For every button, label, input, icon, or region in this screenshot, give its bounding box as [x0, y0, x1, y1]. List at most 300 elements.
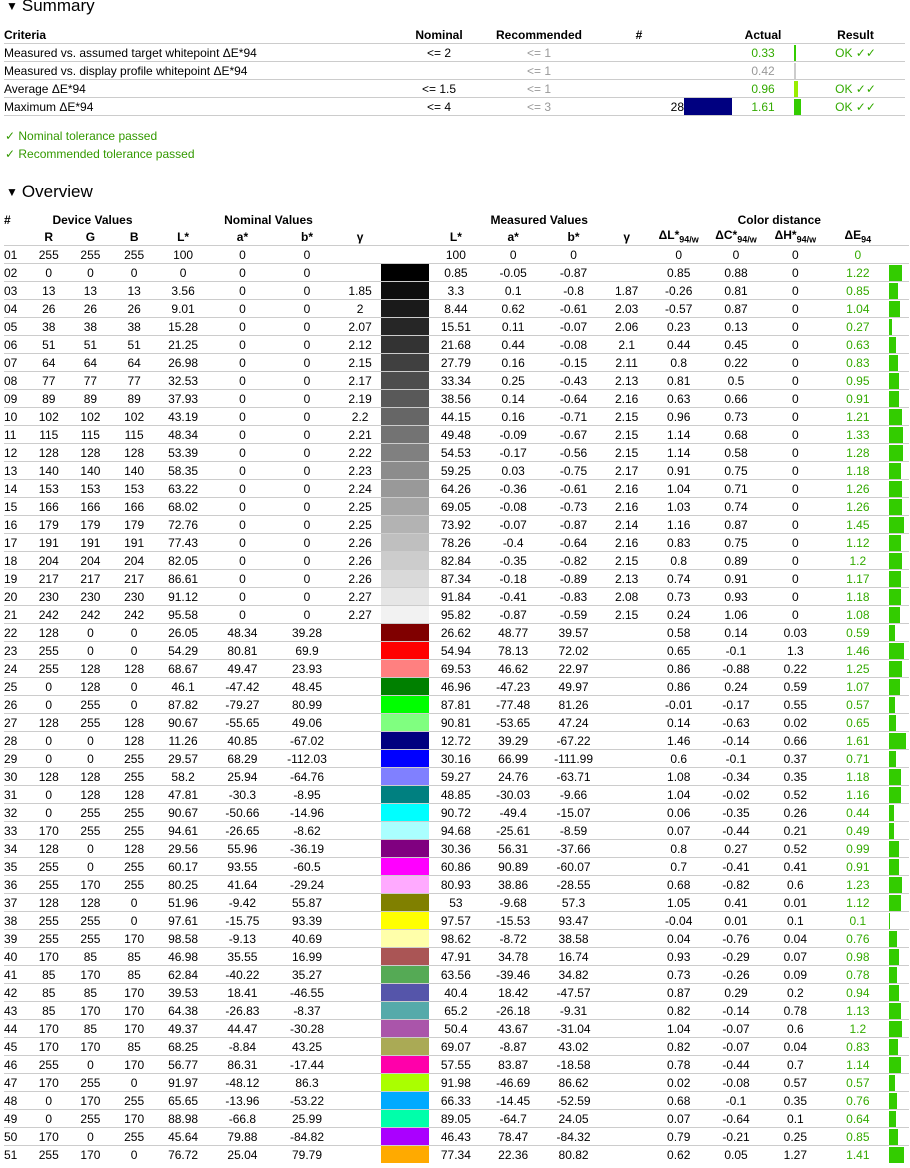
- overview-row: [4, 336, 909, 354]
- delta-e-cell: 0.83: [827, 1038, 889, 1056]
- device-b-cell: 191: [112, 534, 156, 552]
- col-delta-l-text: ΔL*: [658, 228, 680, 243]
- measured-l-cell: 33.34: [429, 372, 483, 390]
- color-swatch: [381, 1056, 429, 1074]
- nominal-l-cell: 82.05: [156, 552, 210, 570]
- delta-e-cell: 0.59: [827, 624, 889, 642]
- device-g-cell: 128: [69, 786, 113, 804]
- number-cell: [594, 80, 684, 98]
- delta-e-cell: 1.26: [827, 498, 889, 516]
- collapse-triangle-icon[interactable]: ▼: [6, 0, 18, 13]
- device-b-cell: 255: [112, 1128, 156, 1146]
- header-num: #: [4, 212, 11, 227]
- nominal-cell: [394, 62, 484, 80]
- delta-e-bar-cell: [889, 588, 909, 606]
- delta-c-cell: -0.14: [708, 732, 764, 750]
- actual-cell: 0.42: [732, 62, 794, 80]
- overview-row: [4, 1038, 909, 1056]
- delta-c-cell: 0.75: [708, 534, 764, 552]
- delta-e-cell: 0.44: [827, 804, 889, 822]
- measured-b-cell: -0.61: [543, 300, 603, 318]
- delta-l-cell: 0.62: [650, 1146, 708, 1164]
- delta-c-cell: -0.14: [708, 1002, 764, 1020]
- row-num-cell: 02: [4, 264, 29, 282]
- device-g-cell: 85: [69, 948, 113, 966]
- nominal-a-cell: -13.96: [210, 1092, 275, 1110]
- device-g-cell: 64: [69, 354, 113, 372]
- delta-e-cell: 1.08: [827, 606, 889, 624]
- delta-e-bar: [889, 1057, 901, 1073]
- delta-c-cell: 0.29: [708, 984, 764, 1002]
- delta-e-cell: 1.2: [827, 552, 889, 570]
- overview-heading[interactable]: [6, 183, 93, 203]
- nominal-gamma-cell: 1.85: [339, 282, 381, 300]
- device-r-cell: 217: [29, 570, 69, 588]
- overview-row: [4, 390, 909, 408]
- delta-e-bar-cell: [889, 876, 909, 894]
- measured-a-cell: -0.41: [483, 588, 543, 606]
- delta-h-cell: 0.09: [764, 966, 826, 984]
- measured-b-cell: 24.05: [543, 1110, 603, 1128]
- nominal-b-cell: 0: [275, 300, 340, 318]
- device-b-cell: 0: [112, 894, 156, 912]
- row-num-cell: 05: [4, 318, 29, 336]
- delta-e-bar: [889, 625, 895, 641]
- device-r-cell: 0: [29, 1092, 69, 1110]
- delta-e-bar: [889, 1129, 898, 1145]
- delta-c-cell: 0.22: [708, 354, 764, 372]
- device-r-cell: 170: [29, 1038, 69, 1056]
- row-num-cell: 20: [4, 588, 29, 606]
- nominal-l-cell: 100: [156, 246, 210, 264]
- measured-gamma-cell: [604, 1146, 650, 1164]
- measured-l-cell: 69.07: [429, 1038, 483, 1056]
- measured-b-cell: -0.82: [543, 552, 603, 570]
- overview-row: [4, 966, 909, 984]
- nominal-l-cell: 88.98: [156, 1110, 210, 1128]
- measured-l-cell: 94.68: [429, 822, 483, 840]
- measured-l-cell: 53: [429, 894, 483, 912]
- nominal-b-cell: 0: [275, 408, 340, 426]
- device-r-cell: 204: [29, 552, 69, 570]
- nominal-gamma-cell: [339, 984, 381, 1002]
- delta-e-bar-cell: [889, 894, 909, 912]
- color-swatch: [381, 516, 429, 534]
- color-swatch: [381, 840, 429, 858]
- delta-l-cell: 0.8: [650, 552, 708, 570]
- delta-c-cell: 0.71: [708, 480, 764, 498]
- row-num-cell: 14: [4, 480, 29, 498]
- delta-c-cell: -0.29: [708, 948, 764, 966]
- measured-l-cell: 49.48: [429, 426, 483, 444]
- device-r-cell: 0: [29, 786, 69, 804]
- measured-l-cell: 8.44: [429, 300, 483, 318]
- delta-e-bar-cell: [889, 804, 909, 822]
- nominal-b-cell: 86.3: [275, 1074, 340, 1092]
- delta-c-cell: -0.1: [708, 642, 764, 660]
- delta-c-cell: 0: [708, 246, 764, 264]
- measured-b-cell: -28.55: [543, 876, 603, 894]
- row-num-cell: 47: [4, 1074, 29, 1092]
- measured-l-cell: 97.57: [429, 912, 483, 930]
- measured-gamma-cell: [604, 930, 650, 948]
- measured-b-cell: -0.07: [543, 318, 603, 336]
- delta-e-bar-cell: [889, 786, 909, 804]
- measured-l-cell: 87.34: [429, 570, 483, 588]
- row-num-cell: 18: [4, 552, 29, 570]
- device-r-cell: 0: [29, 264, 69, 282]
- color-swatch: [381, 804, 429, 822]
- device-r-cell: 242: [29, 606, 69, 624]
- measured-l-cell: 60.86: [429, 858, 483, 876]
- delta-e-bar-cell: [889, 966, 909, 984]
- delta-l-cell: -0.26: [650, 282, 708, 300]
- measured-a-cell: 56.31: [483, 840, 543, 858]
- device-g-cell: 0: [69, 840, 113, 858]
- device-r-cell: 0: [29, 678, 69, 696]
- nominal-b-cell: 0: [275, 480, 340, 498]
- nominal-l-cell: 46.98: [156, 948, 210, 966]
- nominal-b-cell: 79.79: [275, 1146, 340, 1164]
- number-swatch-cell: [684, 62, 732, 80]
- device-g-cell: 0: [69, 642, 113, 660]
- measured-l-cell: 64.26: [429, 480, 483, 498]
- delta-e-bar-cell: [889, 462, 909, 480]
- color-swatch: [381, 318, 429, 336]
- delta-e-cell: 1.22: [827, 264, 889, 282]
- delta-e-bar-cell: [889, 660, 909, 678]
- device-g-cell: 255: [69, 930, 113, 948]
- header-recommended: Recommended: [484, 26, 594, 44]
- nominal-l-cell: 15.28: [156, 318, 210, 336]
- device-b-cell: 102: [112, 408, 156, 426]
- nominal-l-cell: 90.67: [156, 714, 210, 732]
- nominal-gamma-cell: [339, 246, 381, 264]
- color-swatch: [381, 768, 429, 786]
- color-swatch: [381, 912, 429, 930]
- delta-e-bar-cell: [889, 552, 909, 570]
- row-num-cell: 07: [4, 354, 29, 372]
- color-swatch: [381, 354, 429, 372]
- nominal-l-cell: 56.77: [156, 1056, 210, 1074]
- nominal-a-cell: 0: [210, 534, 275, 552]
- measured-gamma-cell: [604, 660, 650, 678]
- nominal-b-cell: -60.5: [275, 858, 340, 876]
- color-swatch: [381, 696, 429, 714]
- nominal-a-cell: -47.42: [210, 678, 275, 696]
- nominal-gamma-cell: [339, 696, 381, 714]
- row-num-cell: 28: [4, 732, 29, 750]
- delta-c-cell: 0.13: [708, 318, 764, 336]
- delta-e-bar: [889, 1003, 901, 1019]
- device-b-cell: 170: [112, 930, 156, 948]
- col-nominal-gamma: γ: [356, 229, 364, 244]
- delta-e-cell: 1.07: [827, 678, 889, 696]
- measured-a-cell: 0: [483, 246, 543, 264]
- measured-l-cell: 77.34: [429, 1146, 483, 1164]
- delta-e-bar-cell: [889, 426, 909, 444]
- nominal-gamma-cell: 2.19: [339, 390, 381, 408]
- nominal-l-cell: 29.56: [156, 840, 210, 858]
- delta-c-cell: -0.64: [708, 1110, 764, 1128]
- device-b-cell: 255: [112, 246, 156, 264]
- measured-l-cell: 59.25: [429, 462, 483, 480]
- nominal-gamma-cell: [339, 1146, 381, 1164]
- color-swatch: [381, 1020, 429, 1038]
- delta-e-bar: [889, 283, 898, 299]
- delta-e-bar: [889, 697, 895, 713]
- nominal-gamma-cell: [339, 1074, 381, 1092]
- nominal-b-cell: 0: [275, 282, 340, 300]
- nominal-l-cell: 68.67: [156, 660, 210, 678]
- device-g-cell: 255: [69, 696, 113, 714]
- device-r-cell: 128: [29, 444, 69, 462]
- nominal-gamma-cell: [339, 264, 381, 282]
- device-r-cell: 255: [29, 1056, 69, 1074]
- overview-row: [4, 264, 909, 282]
- measured-l-cell: 91.84: [429, 588, 483, 606]
- collapse-triangle-icon[interactable]: ▼: [6, 185, 18, 199]
- nominal-l-cell: 58.2: [156, 768, 210, 786]
- measured-a-cell: -0.36: [483, 480, 543, 498]
- row-num-cell: 43: [4, 1002, 29, 1020]
- device-g-cell: 255: [69, 1074, 113, 1092]
- device-g-cell: 242: [69, 606, 113, 624]
- color-swatch: [381, 606, 429, 624]
- measured-a-cell: 78.47: [483, 1128, 543, 1146]
- nominal-b-cell: 35.27: [275, 966, 340, 984]
- nominal-a-cell: -8.84: [210, 1038, 275, 1056]
- delta-c-cell: -0.44: [708, 822, 764, 840]
- nominal-b-cell: 0: [275, 318, 340, 336]
- delta-e-cell: 1.28: [827, 444, 889, 462]
- measured-gamma-cell: [604, 786, 650, 804]
- row-num-cell: 12: [4, 444, 29, 462]
- delta-h-cell: 0.52: [764, 786, 826, 804]
- delta-e-cell: 1.2: [827, 1020, 889, 1038]
- delta-e-bar: [889, 481, 902, 497]
- device-r-cell: 140: [29, 462, 69, 480]
- measured-b-cell: -31.04: [543, 1020, 603, 1038]
- delta-c-cell: 0.01: [708, 912, 764, 930]
- delta-e-cell: 1.25: [827, 660, 889, 678]
- delta-e-cell: 1.46: [827, 642, 889, 660]
- row-num-cell: 49: [4, 1110, 29, 1128]
- nominal-a-cell: 0: [210, 408, 275, 426]
- delta-h-cell: 0.78: [764, 1002, 826, 1020]
- overview-row: [4, 1074, 909, 1092]
- recommended-passed-note: ✓ Recommended tolerance passed: [5, 147, 195, 161]
- device-g-cell: 128: [69, 444, 113, 462]
- measured-gamma-cell: [604, 858, 650, 876]
- measured-l-cell: 98.62: [429, 930, 483, 948]
- delta-e-cell: 0.63: [827, 336, 889, 354]
- measured-gamma-cell: 2.14: [604, 516, 650, 534]
- device-g-cell: 85: [69, 1020, 113, 1038]
- device-r-cell: 128: [29, 624, 69, 642]
- measured-l-cell: 46.43: [429, 1128, 483, 1146]
- device-g-cell: 204: [69, 552, 113, 570]
- delta-e-bar: [889, 337, 896, 353]
- number-swatch-cell: [684, 98, 732, 116]
- device-r-cell: 128: [29, 840, 69, 858]
- measured-b-cell: -0.67: [543, 426, 603, 444]
- delta-l-cell: 0.23: [650, 318, 708, 336]
- color-swatch: [381, 732, 429, 750]
- nominal-l-cell: 64.38: [156, 1002, 210, 1020]
- delta-h-cell: 0.22: [764, 660, 826, 678]
- delta-l-cell: 0.87: [650, 984, 708, 1002]
- delta-e-cell: 0.85: [827, 1128, 889, 1146]
- delta-e-cell: 0.76: [827, 930, 889, 948]
- device-g-cell: 255: [69, 246, 113, 264]
- number-cell: [594, 62, 684, 80]
- group-header-row: [4, 211, 909, 228]
- measured-gamma-cell: [604, 912, 650, 930]
- delta-e-cell: 1.16: [827, 786, 889, 804]
- delta-l-cell: 0.63: [650, 390, 708, 408]
- nominal-gamma-cell: [339, 660, 381, 678]
- delta-l-cell: 0.58: [650, 624, 708, 642]
- measured-b-cell: -0.73: [543, 498, 603, 516]
- delta-h-cell: 0: [764, 336, 826, 354]
- nominal-gamma-cell: 2.25: [339, 516, 381, 534]
- overview-row: [4, 606, 909, 624]
- measured-b-cell: -0.89: [543, 570, 603, 588]
- delta-h-cell: 0: [764, 534, 826, 552]
- header-result: Result: [806, 26, 905, 44]
- col-delta-e-sub: 94: [861, 234, 872, 245]
- nominal-gamma-cell: 2.12: [339, 336, 381, 354]
- delta-l-cell: 0.86: [650, 678, 708, 696]
- row-num-cell: 16: [4, 516, 29, 534]
- col-measured-b: b*: [567, 229, 580, 244]
- device-b-cell: 0: [112, 912, 156, 930]
- nominal-l-cell: 80.25: [156, 876, 210, 894]
- nominal-a-cell: 0: [210, 264, 275, 282]
- summary-heading[interactable]: [6, 0, 95, 17]
- row-num-cell: 22: [4, 624, 29, 642]
- delta-e-cell: 1.18: [827, 588, 889, 606]
- delta-e-cell: 1.23: [827, 876, 889, 894]
- measured-a-cell: -53.65: [483, 714, 543, 732]
- number-swatch-cell: [684, 44, 732, 62]
- measured-a-cell: -0.08: [483, 498, 543, 516]
- color-swatch: [381, 948, 429, 966]
- nominal-b-cell: 69.9: [275, 642, 340, 660]
- delta-h-cell: 0.41: [764, 858, 826, 876]
- delta-e-bar: [889, 949, 899, 965]
- delta-h-cell: 0: [764, 372, 826, 390]
- device-g-cell: 0: [69, 624, 113, 642]
- delta-l-cell: 0.65: [650, 642, 708, 660]
- nominal-a-cell: 0: [210, 336, 275, 354]
- delta-c-cell: 0.81: [708, 282, 764, 300]
- delta-e-cell: 1.12: [827, 894, 889, 912]
- device-b-cell: 170: [112, 984, 156, 1002]
- measured-gamma-cell: [604, 804, 650, 822]
- color-swatch: [381, 480, 429, 498]
- delta-e-cell: 1.04: [827, 300, 889, 318]
- device-r-cell: 102: [29, 408, 69, 426]
- delta-c-cell: -0.88: [708, 660, 764, 678]
- measured-gamma-cell: [604, 768, 650, 786]
- delta-h-cell: 0: [764, 300, 826, 318]
- measured-l-cell: 66.33: [429, 1092, 483, 1110]
- measured-b-cell: 34.82: [543, 966, 603, 984]
- delta-e-cell: 0.94: [827, 984, 889, 1002]
- delta-h-cell: 0.25: [764, 1128, 826, 1146]
- measured-a-cell: -46.69: [483, 1074, 543, 1092]
- measured-a-cell: 46.62: [483, 660, 543, 678]
- delta-l-cell: 1.04: [650, 786, 708, 804]
- measured-gamma-cell: 2.15: [604, 444, 650, 462]
- nominal-gamma-cell: 2.24: [339, 480, 381, 498]
- nominal-a-cell: -15.75: [210, 912, 275, 930]
- measured-a-cell: -9.68: [483, 894, 543, 912]
- measured-gamma-cell: 2.06: [604, 318, 650, 336]
- measured-a-cell: -47.23: [483, 678, 543, 696]
- delta-l-cell: 1.46: [650, 732, 708, 750]
- row-num-cell: 01: [4, 246, 29, 264]
- device-b-cell: 255: [112, 804, 156, 822]
- measured-l-cell: 3.3: [429, 282, 483, 300]
- overview-row: [4, 570, 909, 588]
- nominal-l-cell: 68.02: [156, 498, 210, 516]
- measured-gamma-cell: 1.87: [604, 282, 650, 300]
- delta-l-cell: 1.14: [650, 444, 708, 462]
- delta-l-cell: 0.73: [650, 966, 708, 984]
- delta-h-cell: 0.59: [764, 678, 826, 696]
- nominal-b-cell: 0: [275, 516, 340, 534]
- overview-row: [4, 426, 909, 444]
- row-num-cell: 40: [4, 948, 29, 966]
- delta-e-bar-cell: [889, 642, 909, 660]
- nominal-gamma-cell: [339, 1002, 381, 1020]
- device-r-cell: 170: [29, 948, 69, 966]
- delta-c-cell: 0.87: [708, 300, 764, 318]
- overview-row: [4, 246, 909, 264]
- nominal-gamma-cell: [339, 858, 381, 876]
- delta-l-cell: 1.04: [650, 1020, 708, 1038]
- delta-c-cell: 0.91: [708, 570, 764, 588]
- delta-e-cell: 0.64: [827, 1110, 889, 1128]
- measured-b-cell: -67.22: [543, 732, 603, 750]
- nominal-a-cell: 0: [210, 462, 275, 480]
- device-r-cell: 85: [29, 1002, 69, 1020]
- device-g-cell: 170: [69, 1002, 113, 1020]
- delta-l-cell: 0.73: [650, 588, 708, 606]
- color-swatch: [381, 300, 429, 318]
- delta-e-bar: [889, 895, 901, 911]
- measured-gamma-cell: [604, 966, 650, 984]
- delta-c-cell: -0.44: [708, 1056, 764, 1074]
- measured-gamma-cell: 2.11: [604, 354, 650, 372]
- nominal-gamma-cell: [339, 1110, 381, 1128]
- measured-gamma-cell: [604, 1128, 650, 1146]
- delta-h-cell: 0.66: [764, 732, 826, 750]
- nominal-gamma-cell: 2.15: [339, 354, 381, 372]
- measured-a-cell: -0.07: [483, 516, 543, 534]
- measured-gamma-cell: 2.08: [604, 588, 650, 606]
- overview-row: [4, 624, 909, 642]
- header-spacer: [684, 26, 732, 44]
- measured-b-cell: -0.8: [543, 282, 603, 300]
- nominal-l-cell: 94.61: [156, 822, 210, 840]
- summary-title-text: Summary: [21, 0, 95, 15]
- device-g-cell: 85: [69, 984, 113, 1002]
- measured-gamma-cell: [604, 948, 650, 966]
